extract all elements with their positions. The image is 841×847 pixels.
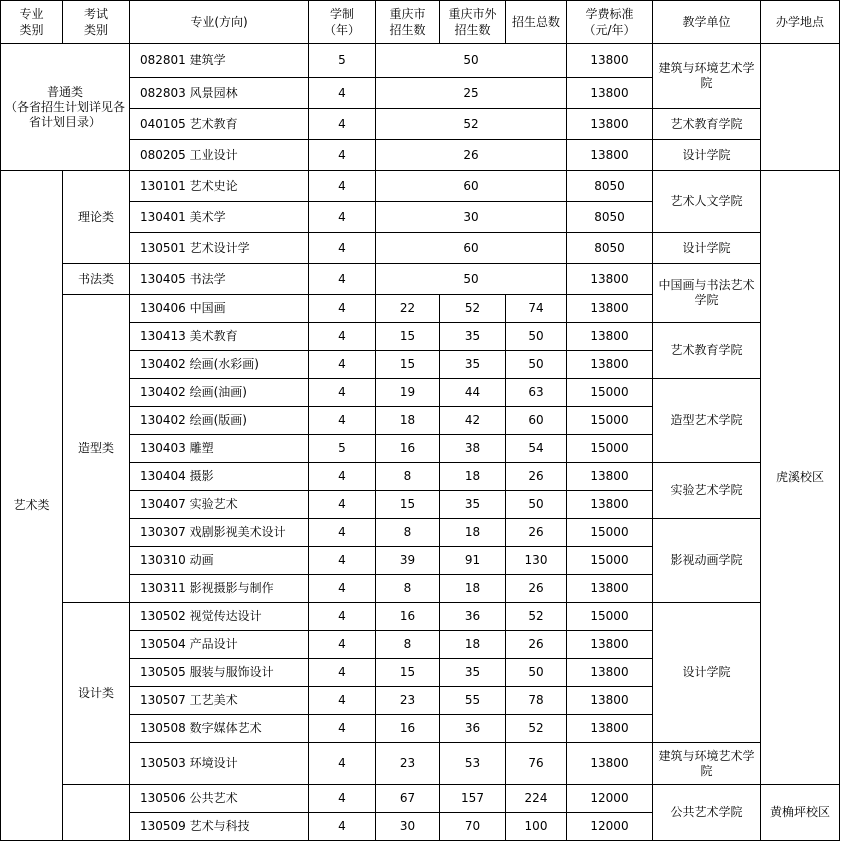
cq-quota-cell: 15 — [376, 351, 440, 379]
college-cell: 艺术教育学院 — [653, 323, 761, 379]
category-art: 艺术类 — [1, 171, 63, 841]
years-cell: 5 — [309, 44, 376, 78]
tuition-cell: 8050 — [567, 202, 653, 233]
exam-type-theory: 理论类 — [63, 171, 130, 264]
years-cell: 4 — [309, 463, 376, 491]
major-cell: 082801 建筑学 — [130, 44, 309, 78]
years-cell: 4 — [309, 603, 376, 631]
campus-cell: 黄桷坪校区 — [761, 785, 840, 841]
years-cell: 4 — [309, 659, 376, 687]
years-cell: 4 — [309, 264, 376, 295]
college-cell: 设计学院 — [653, 233, 761, 264]
major-cell: 130503 环境设计 — [130, 743, 309, 785]
major-cell: 082803 风景园林 — [130, 78, 309, 109]
non-cq-quota-cell: 18 — [440, 463, 506, 491]
major-cell: 130508 数字媒体艺术 — [130, 715, 309, 743]
tuition-cell: 13800 — [567, 743, 653, 785]
header-years: 学制 （年） — [309, 1, 376, 44]
quota-merged-cell: 50 — [376, 264, 567, 295]
major-cell: 130310 动画 — [130, 547, 309, 575]
years-cell: 4 — [309, 547, 376, 575]
cq-quota-cell: 8 — [376, 519, 440, 547]
cq-quota-cell: 22 — [376, 295, 440, 323]
college-cell: 造型艺术学院 — [653, 379, 761, 463]
table-row — [1, 603, 840, 631]
tuition-cell: 15000 — [567, 435, 653, 463]
total-cell: 74 — [506, 295, 567, 323]
campus-cell: 虎溪校区 — [761, 171, 840, 785]
tuition-cell: 13800 — [567, 323, 653, 351]
cq-quota-cell: 15 — [376, 659, 440, 687]
cq-quota-cell: 39 — [376, 547, 440, 575]
years-cell: 4 — [309, 715, 376, 743]
tuition-cell: 15000 — [567, 407, 653, 435]
non-cq-quota-cell: 35 — [440, 351, 506, 379]
total-cell: 224 — [506, 785, 567, 813]
years-cell: 4 — [309, 323, 376, 351]
tuition-cell: 12000 — [567, 813, 653, 841]
tuition-cell: 13800 — [567, 295, 653, 323]
college-cell: 艺术人文学院 — [653, 171, 761, 233]
non-cq-quota-cell: 70 — [440, 813, 506, 841]
total-cell: 60 — [506, 407, 567, 435]
non-cq-quota-cell: 44 — [440, 379, 506, 407]
cq-quota-cell: 8 — [376, 631, 440, 659]
total-cell: 50 — [506, 351, 567, 379]
table-row — [1, 264, 840, 295]
total-cell: 52 — [506, 715, 567, 743]
header-total: 招生总数 — [506, 1, 567, 44]
total-cell: 130 — [506, 547, 567, 575]
quota-merged-cell: 52 — [376, 109, 567, 140]
years-cell: 4 — [309, 295, 376, 323]
total-cell: 78 — [506, 687, 567, 715]
years-cell: 4 — [309, 78, 376, 109]
exam-type-calligraphy: 书法类 — [63, 264, 130, 295]
total-cell: 26 — [506, 463, 567, 491]
major-cell: 130311 影视摄影与制作 — [130, 575, 309, 603]
major-cell: 130404 摄影 — [130, 463, 309, 491]
tuition-cell: 13800 — [567, 44, 653, 78]
cq-quota-cell: 19 — [376, 379, 440, 407]
years-cell: 4 — [309, 202, 376, 233]
header-tuition: 学费标准 （元/年） — [567, 1, 653, 44]
header-non-cq-quota: 重庆市外 招生数 — [440, 1, 506, 44]
college-cell: 设计学院 — [653, 140, 761, 171]
header-major: 专业(方向) — [130, 1, 309, 44]
non-cq-quota-cell: 18 — [440, 519, 506, 547]
years-cell: 4 — [309, 813, 376, 841]
exam-type-modeling: 造型类 — [63, 295, 130, 603]
years-cell: 4 — [309, 171, 376, 202]
major-cell: 130402 绘画(版画) — [130, 407, 309, 435]
years-cell: 5 — [309, 435, 376, 463]
non-cq-quota-cell: 55 — [440, 687, 506, 715]
header-row — [1, 1, 840, 44]
total-cell: 63 — [506, 379, 567, 407]
category-general: 普通类 （各省招生计划详见各省计划目录） — [1, 44, 130, 171]
cq-quota-cell: 15 — [376, 323, 440, 351]
tuition-cell: 13800 — [567, 140, 653, 171]
non-cq-quota-cell: 18 — [440, 575, 506, 603]
major-cell: 130402 绘画(油画) — [130, 379, 309, 407]
college-cell: 艺术教育学院 — [653, 109, 761, 140]
years-cell: 4 — [309, 743, 376, 785]
major-cell: 130502 视觉传达设计 — [130, 603, 309, 631]
non-cq-quota-cell: 35 — [440, 491, 506, 519]
quota-merged-cell: 30 — [376, 202, 567, 233]
non-cq-quota-cell: 36 — [440, 715, 506, 743]
non-cq-quota-cell: 53 — [440, 743, 506, 785]
major-cell: 130509 艺术与科技 — [130, 813, 309, 841]
cq-quota-cell: 8 — [376, 575, 440, 603]
non-cq-quota-cell: 36 — [440, 603, 506, 631]
major-cell: 130504 产品设计 — [130, 631, 309, 659]
major-cell: 130505 服装与服饰设计 — [130, 659, 309, 687]
total-cell: 26 — [506, 519, 567, 547]
non-cq-quota-cell: 91 — [440, 547, 506, 575]
campus-empty-cell — [761, 44, 840, 171]
tuition-cell: 13800 — [567, 687, 653, 715]
table-row — [1, 785, 840, 813]
total-cell: 26 — [506, 575, 567, 603]
years-cell: 4 — [309, 575, 376, 603]
exam-type-design: 设计类 — [63, 603, 130, 785]
tuition-cell: 15000 — [567, 603, 653, 631]
total-cell: 52 — [506, 603, 567, 631]
cq-quota-cell: 67 — [376, 785, 440, 813]
non-cq-quota-cell: 38 — [440, 435, 506, 463]
tuition-cell: 8050 — [567, 171, 653, 202]
tuition-cell: 13800 — [567, 575, 653, 603]
tuition-cell: 15000 — [567, 379, 653, 407]
non-cq-quota-cell: 52 — [440, 295, 506, 323]
tuition-cell: 12000 — [567, 785, 653, 813]
major-cell: 130406 中国画 — [130, 295, 309, 323]
years-cell: 4 — [309, 140, 376, 171]
years-cell: 4 — [309, 491, 376, 519]
quota-merged-cell: 60 — [376, 233, 567, 264]
major-cell: 130501 艺术设计学 — [130, 233, 309, 264]
years-cell: 4 — [309, 233, 376, 264]
major-cell: 130407 实验艺术 — [130, 491, 309, 519]
tuition-cell: 13800 — [567, 491, 653, 519]
college-cell: 实验艺术学院 — [653, 463, 761, 519]
cq-quota-cell: 15 — [376, 491, 440, 519]
quota-merged-cell: 50 — [376, 44, 567, 78]
cq-quota-cell: 16 — [376, 435, 440, 463]
major-cell: 130506 公共艺术 — [130, 785, 309, 813]
years-cell: 4 — [309, 631, 376, 659]
non-cq-quota-cell: 35 — [440, 659, 506, 687]
tuition-cell: 13800 — [567, 659, 653, 687]
tuition-cell: 13800 — [567, 463, 653, 491]
header-college: 教学单位 — [653, 1, 761, 44]
college-cell: 影视动画学院 — [653, 519, 761, 603]
non-cq-quota-cell: 18 — [440, 631, 506, 659]
major-cell: 130307 戏剧影视美术设计 — [130, 519, 309, 547]
major-cell: 130413 美术教育 — [130, 323, 309, 351]
years-cell: 4 — [309, 687, 376, 715]
major-cell: 130507 工艺美术 — [130, 687, 309, 715]
tuition-cell: 13800 — [567, 715, 653, 743]
non-cq-quota-cell: 35 — [440, 323, 506, 351]
cq-quota-cell: 30 — [376, 813, 440, 841]
header-category: 专业 类别 — [1, 1, 63, 44]
college-cell: 设计学院 — [653, 603, 761, 743]
major-cell: 040105 艺术教育 — [130, 109, 309, 140]
years-cell: 4 — [309, 785, 376, 813]
years-cell: 4 — [309, 379, 376, 407]
cq-quota-cell: 16 — [376, 603, 440, 631]
table-row — [1, 171, 840, 202]
quota-merged-cell: 26 — [376, 140, 567, 171]
tuition-cell: 13800 — [567, 264, 653, 295]
years-cell: 4 — [309, 109, 376, 140]
years-cell: 4 — [309, 519, 376, 547]
major-cell: 130101 艺术史论 — [130, 171, 309, 202]
total-cell: 26 — [506, 631, 567, 659]
header-cq-quota: 重庆市 招生数 — [376, 1, 440, 44]
cq-quota-cell: 23 — [376, 743, 440, 785]
tuition-cell: 8050 — [567, 233, 653, 264]
college-cell: 建筑与环境艺术学院 — [653, 44, 761, 109]
header-exam-type: 考试 类别 — [63, 1, 130, 44]
years-cell: 4 — [309, 351, 376, 379]
header-campus: 办学地点 — [761, 1, 840, 44]
table-row — [1, 44, 840, 78]
non-cq-quota-cell: 42 — [440, 407, 506, 435]
total-cell: 54 — [506, 435, 567, 463]
major-cell: 130402 绘画(水彩画) — [130, 351, 309, 379]
tuition-cell: 13800 — [567, 631, 653, 659]
total-cell: 76 — [506, 743, 567, 785]
college-cell: 公共艺术学院 — [653, 785, 761, 841]
major-cell: 080205 工业设计 — [130, 140, 309, 171]
tuition-cell: 13800 — [567, 78, 653, 109]
college-cell: 中国画与书法艺术学院 — [653, 264, 761, 323]
cq-quota-cell: 23 — [376, 687, 440, 715]
major-cell: 130405 书法学 — [130, 264, 309, 295]
total-cell: 50 — [506, 491, 567, 519]
college-cell: 建筑与环境艺术学院 — [653, 743, 761, 785]
quota-merged-cell: 25 — [376, 78, 567, 109]
total-cell: 100 — [506, 813, 567, 841]
total-cell: 50 — [506, 323, 567, 351]
tuition-cell: 13800 — [567, 109, 653, 140]
quota-merged-cell: 60 — [376, 171, 567, 202]
years-cell: 4 — [309, 407, 376, 435]
non-cq-quota-cell: 157 — [440, 785, 506, 813]
cq-quota-cell: 8 — [376, 463, 440, 491]
cq-quota-cell: 16 — [376, 715, 440, 743]
total-cell: 50 — [506, 659, 567, 687]
major-cell: 130401 美术学 — [130, 202, 309, 233]
tuition-cell: 13800 — [567, 351, 653, 379]
major-cell: 130403 雕塑 — [130, 435, 309, 463]
cq-quota-cell: 18 — [376, 407, 440, 435]
tuition-cell: 15000 — [567, 519, 653, 547]
tuition-cell: 15000 — [567, 547, 653, 575]
exam-type-empty-cell — [63, 785, 130, 841]
